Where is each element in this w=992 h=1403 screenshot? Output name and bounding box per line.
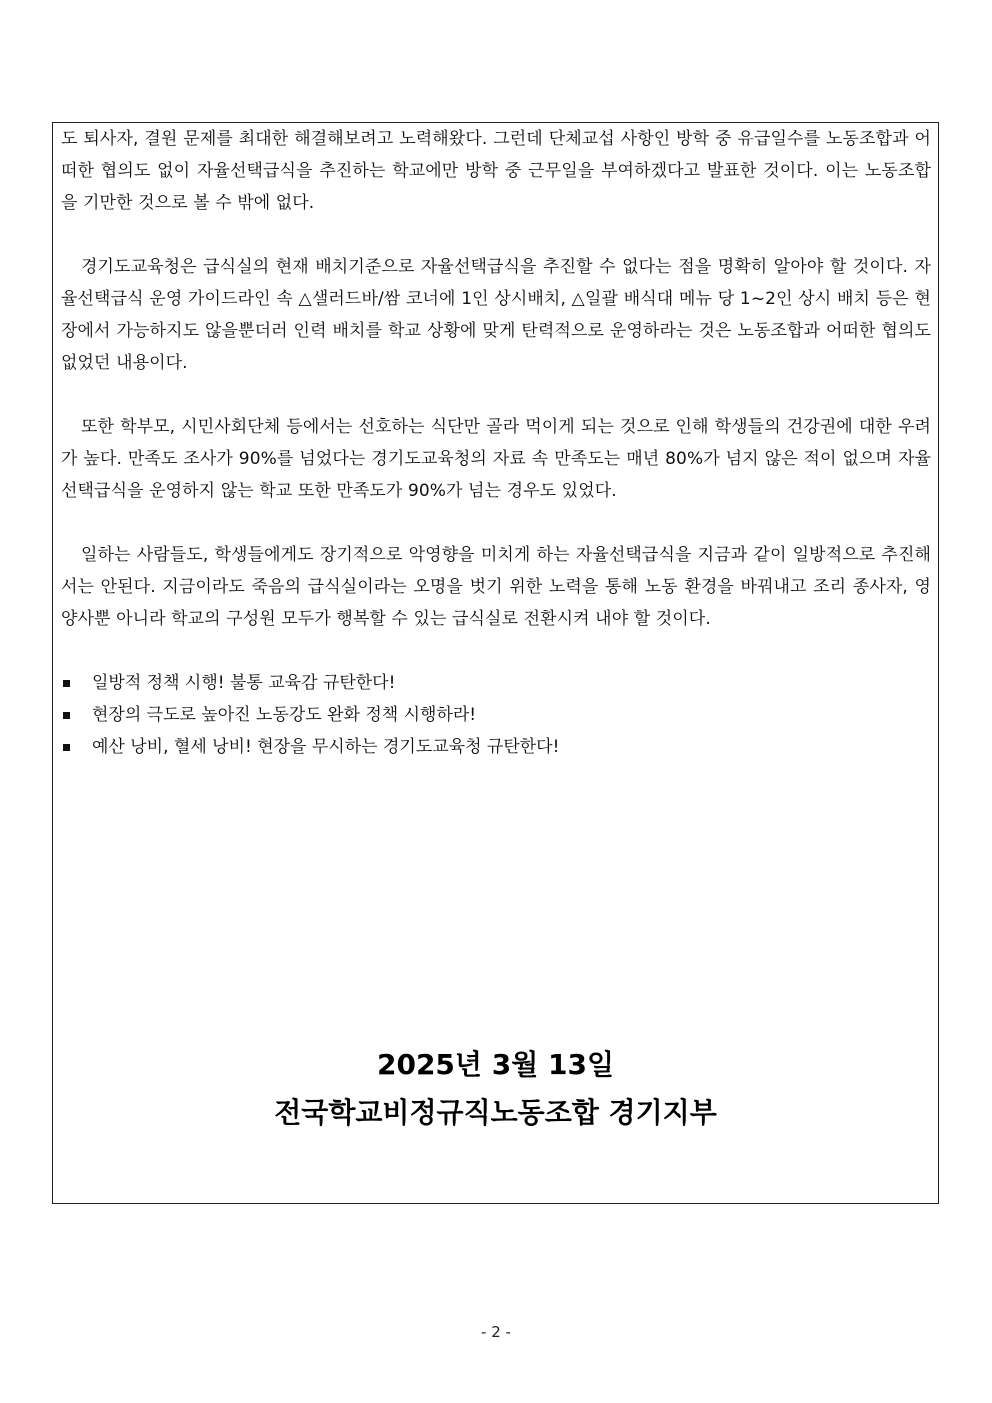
organization-name: 전국학교비정규직노동조합 경기지부 (274, 1096, 717, 1129)
slogan-item (61, 699, 931, 731)
page-number: - 2 - (481, 1323, 511, 1341)
paragraph-gap (61, 379, 931, 411)
paragraph-health: 또한 학부모, 시민사회단체 등에서는 선호하는 식단만 골라 먹이게 되는 것으로 인해 학생들의 건강권에 대한 우려가 높다. 만족도 조사가 90%를 넘었다는 경기도교육청의 자료 속 만족도는 매년 80%가 넘지 않은 적이 없으며 자율선택급식을 운영하지 않는 학교 또한 만족도가 90%가 넘는 경우도 있었다. (61, 417, 931, 501)
paragraph-gap (61, 219, 931, 251)
paragraph-conclusion: 일하는 사람들도, 학생들에게도 장기적으로 악영향을 미치게 하는 자율선택급식을 지금과 같이 일방적으로 추진해서는 안된다. 지금이라도 죽음의 급식실이라는 오명을 벗기 위한 노력을 통해 노동 환경을 바꿔내고 조리 종사자, 영양사뿐 아니라 학교의 구성원 모두가 행복할 수 있는 급식실로 전환시켜 내야 할 것이다. (61, 545, 931, 629)
statement-body (61, 123, 931, 763)
slogan-list (61, 667, 931, 763)
slogan-item (61, 667, 931, 699)
paragraph-gap (61, 635, 931, 667)
paragraph-staffing: 경기도교육청은 급식실의 현재 배치기준으로 자율선택급식을 추진할 수 없다는 점을 명확히 알아야 할 것이다. 자율선택급식 운영 가이드라인 속 △샐러드바/쌈 코너에 1인 상시배치, △일괄 배식대 메뉴 당 1~2인 상시 배치 등은 현장에서 가능하지도 않을뿐더러 인력 배치를 학교 상황에 맞게 탄력적으로 운영하라는 것은 노동조합과 어떠한 협의도 없었던 내용이다. (61, 257, 931, 373)
square-bullet-icon (63, 712, 70, 719)
slogan-text: 일방적 정책 시행! 불통 교육감 규탄한다! (92, 673, 396, 693)
slogan-text: 현장의 극도로 높아진 노동강도 완화 정책 시행하라! (92, 705, 477, 725)
square-bullet-icon (63, 680, 70, 687)
slogan-item (61, 731, 931, 763)
square-bullet-icon (63, 744, 70, 751)
paragraph-gap (61, 507, 931, 539)
statement-frame (52, 122, 939, 1204)
paragraph-continuation: 도 퇴사자, 결원 문제를 최대한 해결해보려고 노력해왔다. 그런데 단체교섭 사항인 방학 중 유급일수를 노동조합과 어떠한 협의도 없이 자율선택급식을 추진하는 학교에만 방학 중 근무일을 부여하겠다고 발표한 것이다. 이는 노동조합을 기만한 것으로 볼 수 밖에 없다. (61, 129, 931, 213)
slogan-text: 예산 낭비, 혈세 낭비! 현장을 무시하는 경기도교육청 규탄한다! (92, 737, 560, 757)
statement-date: 2025년 3월 13일 (376, 1048, 615, 1081)
